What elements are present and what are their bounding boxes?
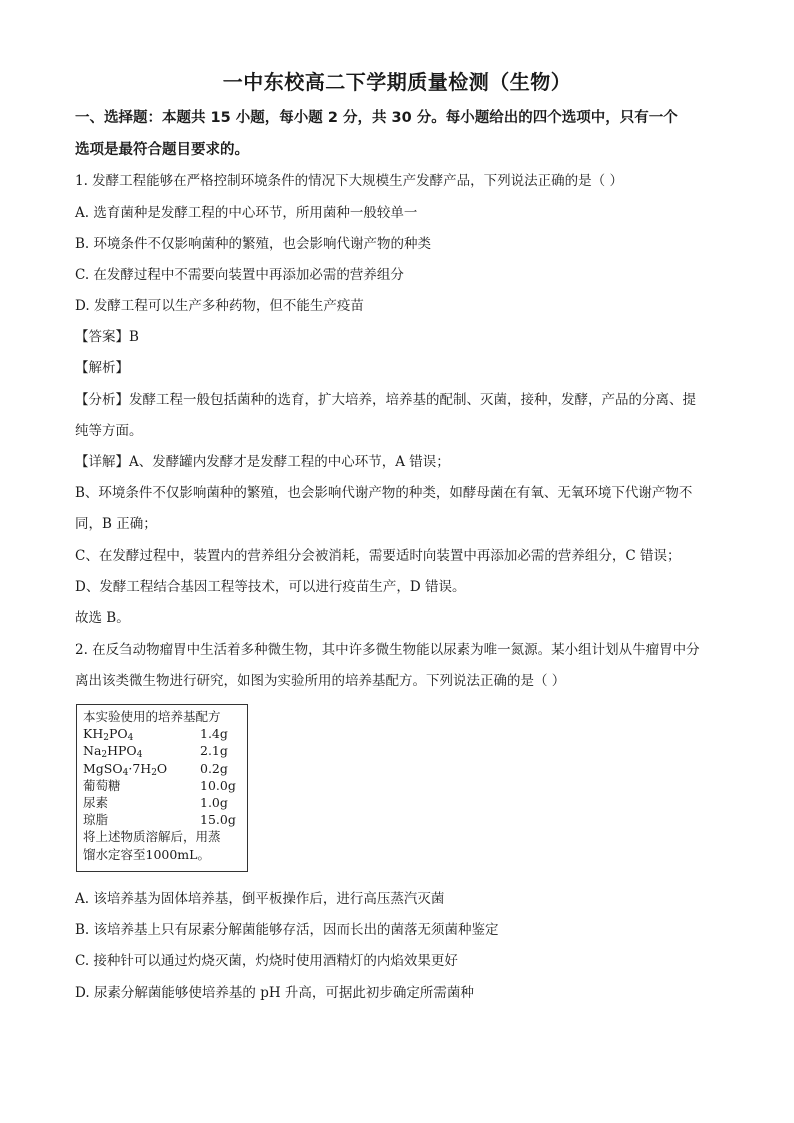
recipe-item-urea: [83, 794, 247, 811]
recipe-item-amount: 15.0g: [200, 812, 236, 828]
q2-stem-line-1: 2. 在反刍动物瘤胃中生活着多种微生物，其中许多微生物能以尿素为唯一氮源。某小组计划从牛瘤胃中分: [75, 642, 700, 658]
q1-answer: 【答案】B: [75, 329, 139, 345]
recipe-item-name: $MgSO_4\cdot 7H_2O$: [83, 760, 168, 778]
q1-fenxi-line-1: 【分析】发酵工程一般包括菌种的选育，扩大培养，培养基的配制、灭菌，接种，发酵，产品的分离、提: [75, 392, 696, 408]
section-heading-line-2: 选项是最符合题目要求的。: [75, 142, 249, 158]
q2-option-a: A. 该培养基为固体培养基，倒平板操作后，进行高压蒸汽灭菌: [75, 891, 445, 907]
recipe-item-agar: [83, 811, 247, 828]
recipe-item-na2hpo4: [83, 742, 247, 759]
q1-option-c: C. 在发酵过程中不需要向装置中再添加必需的营养组分: [75, 267, 404, 283]
recipe-item-amount: 2.1g: [200, 743, 228, 759]
recipe-item-amount: 10.0g: [200, 777, 236, 793]
recipe-item-name: $KH_2PO_4$: [83, 726, 134, 744]
recipe-item-mgso4: [83, 760, 247, 777]
recipe-heading: 本实验使用的培养基配方: [83, 709, 221, 724]
q2-option-c: C. 接种针可以通过灼烧灭菌，灼烧时使用酒精灯的内焰效果更好: [75, 953, 458, 969]
q1-option-a: A. 选育菌种是发酵工程的中心环节，所用菌种一般较单一: [75, 205, 418, 221]
recipe-item-name: $Na_2HPO_4$: [83, 743, 143, 761]
recipe-item-name: 尿素: [83, 794, 109, 810]
q1-stem: 1. 发酵工程能够在严格控制环境条件的情况下大规模生产发酵产品，下列说法正确的是（ ）: [75, 173, 623, 189]
recipe-item-amount: 1.4g: [200, 726, 228, 742]
recipe-note-line-1: 将上述物质溶解后，用蒸: [83, 829, 221, 845]
q1-detail-line-5: D、发酵工程结合基因工程等技术，可以进行疫苗生产，D 错误。: [75, 579, 466, 595]
q1-option-b: B. 环境条件不仅影响菌种的繁殖，也会影响代谢产物的种类: [75, 236, 432, 252]
q1-detail-line-3: 同，B 正确；: [75, 516, 157, 532]
recipe-item-name: 葡萄糖: [83, 777, 121, 793]
q1-detail-line-4: C、在发酵过程中，装置内的营养组分会被消耗，需要适时向装置中再添加必需的营养组分，C 错误；: [75, 548, 681, 564]
q1-analysis-heading: 【解析】: [75, 360, 129, 376]
culture-medium-recipe-box: [76, 704, 248, 872]
page-title: 一中东校高二下学期质量检测（生物）: [222, 70, 572, 94]
recipe-item-kh2po4: [83, 725, 247, 742]
recipe-note-line-2: 馏水定容至1000mL。: [83, 846, 210, 862]
q1-fenxi-line-2: 纯等方面。: [75, 423, 143, 439]
section-heading-line-1: 一、选择题：本题共 15 小题，每小题 2 分，共 30 分。每小题给出的四个选项中，只有一个: [75, 110, 678, 126]
q1-detail-line-1: 【详解】A、发酵罐内发酵才是发酵工程的中心环节，A 错误；: [75, 454, 450, 470]
q1-detail-line-2: B、环境条件不仅影响菌种的繁殖，也会影响代谢产物的种类，如酵母菌在有氧、无氧环境下代谢产物不: [75, 485, 693, 501]
q2-option-b: B. 该培养基上只有尿素分解菌能够存活，因而长出的菌落无须菌种鉴定: [75, 922, 499, 938]
recipe-item-name: 琼脂: [83, 812, 109, 828]
recipe-item-glucose: [83, 777, 247, 794]
recipe-item-amount: 0.2g: [200, 760, 228, 776]
recipe-item-amount: 1.0g: [200, 794, 228, 810]
q1-option-d: D. 发酵工程可以生产多种药物，但不能生产疫苗: [75, 298, 364, 314]
q1-conclusion: 故选 B。: [75, 610, 130, 626]
q2-stem-line-2: 离出该类微生物进行研究，如图为实验所用的培养基配方。下列说法正确的是（ ）: [75, 673, 566, 689]
q2-option-d: D. 尿素分解菌能够使培养基的 pH 升高，可据此初步确定所需菌种: [75, 985, 474, 1001]
